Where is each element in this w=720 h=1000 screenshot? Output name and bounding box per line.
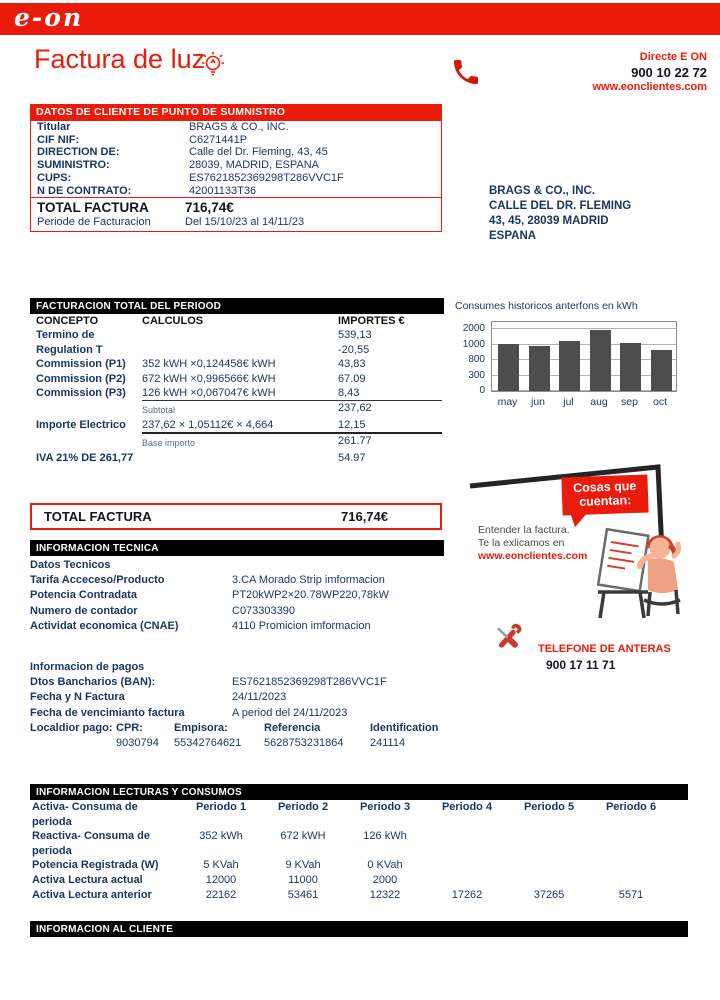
cell: 17262 [451,888,483,901]
cell: 11000 [288,873,318,886]
calculo-cell: 352 kWH ×0,124458€ kWH [142,358,276,371]
table-row [30,888,688,903]
chart-gridline [492,344,676,345]
client-info-header: INFORMACION AL CLIENTE [30,921,688,937]
address-line: ESPANA [489,230,537,242]
cell: 12000 [205,873,237,886]
locator-value: 5628753231864 [264,737,344,750]
cell [590,829,672,858]
locator-col: CPR: [116,721,143,734]
table-row [30,451,444,465]
locator-values [116,736,460,751]
importe-cell: -20,55 [338,343,370,356]
concepto-cell: Commission (P3) [36,387,126,400]
cell [508,858,590,873]
field-label: Fecha y N Factura [30,691,125,704]
field-value: 3.CA Morado Strip imformacion [232,574,385,587]
field-label: Numero de contador [30,604,138,617]
consumption-chart-plot [491,321,677,392]
cell [426,829,508,858]
speech-bubble: Cosas que cuentan: [561,475,648,516]
promo-text [478,524,587,563]
technical-section [30,540,460,751]
locator-col: Identification [370,721,439,734]
address-line: BRAGS & CO., INC. [489,185,596,197]
table-row [31,134,441,147]
concepto-cell: Regulation T [36,343,103,356]
chart-bar [590,330,611,391]
technical-section-header: INFORMACION TECNICA [30,540,444,556]
cell: 352 kWh [199,830,243,843]
locator-table [116,721,460,751]
col-concepto: CONCEPTO [36,315,99,327]
address-line: 43, 45, 28039 MADRID [489,215,609,227]
page-title: Factura de luz [34,44,206,74]
field-value: ES7621852369298T286VVC1F [189,171,344,184]
tools-icon [490,620,526,661]
table-row-base [30,432,444,450]
x-tick-label: jul [563,396,574,408]
field-label: CUPS: [37,171,72,184]
chart-bar [498,344,519,391]
base-value: 261.77 [338,432,442,450]
total-row [37,200,435,215]
field-value: PT20kWP2×20.78WP220,78kW [232,589,389,602]
chart-gridline [492,390,676,391]
row-label: Potencia Registrada (W) [32,859,159,872]
field-label: N DE CONTRATO: [37,184,132,197]
cell [590,873,672,888]
cell [426,873,508,888]
table-row [30,372,444,386]
chart-x-axis [491,396,681,410]
table-row [30,343,444,357]
cell: Periodo 1 [195,801,247,813]
col-calculos: CALCULOS [142,315,204,327]
table-row [30,858,688,873]
base-label: Base importo [142,432,338,450]
table-row [30,690,460,705]
x-tick-label: sep [621,396,638,408]
concepto-cell [36,400,142,417]
importe-cell: 12,15 [338,418,366,431]
field-value: BRAGS & CO., INC. [189,121,289,133]
y-tick-label: 2000 [462,323,485,334]
customer-table [30,120,442,198]
cell: 53461 [287,888,319,901]
billing-period-row [37,216,435,228]
field-value: C073303390 [232,604,296,617]
table-row [31,172,441,185]
mailing-address [489,184,631,244]
cell [508,829,590,858]
calculo-cell: 672 kWH ×0,996566€ kWH [142,372,276,385]
table-row [31,121,441,134]
x-tick-label: jun [530,396,545,408]
y-tick-label: 0 [479,385,485,396]
promo-line: Te la exlicamos en [478,537,565,549]
locator-value: 55342764621 [174,737,242,750]
concepto-cell: IVA 21% DE 261,77 [36,451,134,464]
row-label: Activa Lectura actual [32,873,143,886]
chart-y-axis [455,320,487,396]
grand-total-value: 716,74€ [341,509,388,524]
total-value: 716,74€ [185,200,234,216]
field-value: 24/11/2023 [232,691,287,704]
billing-column-headers [30,314,444,328]
table-row [30,800,688,829]
x-tick-label: oct [652,396,667,408]
eon-logo: e-on [14,3,84,32]
readings-section [30,784,688,902]
table-row [31,185,441,198]
field-value: 42001133T36 [189,184,257,197]
promo-website: www.eonclientes.com [478,550,588,562]
cell [590,858,672,873]
promo-line: Entender la factura. [478,524,570,536]
cell: 5571 [618,888,644,901]
table-row-subtotal [30,400,444,417]
importe-cell: 539,13 [338,329,372,342]
field-label: Fecha de vencimianto factura [30,706,185,719]
field-value: 28039, MADRID, ESPANA [189,159,320,172]
customer-section-header: DATOS DE CLIENTE DE PUNTO DE SUMNISTRO [30,104,442,120]
locator-col: Empisora: [174,721,228,734]
y-tick-label: 800 [468,354,485,365]
period-label: Periode de Facturacion [37,216,151,229]
locator-label: Localdior pago: [30,721,113,734]
lightbulb-icon [200,50,226,85]
contact-phone: 900 10 22 72 [631,65,707,80]
client-info-section [30,921,688,937]
table-row [30,829,688,858]
calculo-cell [142,343,338,357]
locator-value: 241114 [370,737,406,750]
field-label: Tarifa Acceceso/Producto [30,574,165,587]
importe-cell: 43,83 [338,358,366,371]
field-value: A period del 24/11/2023 [232,706,348,719]
support-phone-label: TELEFONE DE ANTERAS [538,643,671,655]
importe-cell: 8,43 [338,387,360,400]
cell: 5 KVah [203,859,239,872]
chart-bar [651,350,672,391]
table-row [31,146,441,159]
table-row [30,357,444,371]
phone-icon [450,56,482,93]
field-value: 4110 Promicion imformacion [232,619,371,632]
grand-total-label: TOTAL FACTURA [44,509,152,524]
payments-subheader: Informacion de pagos [30,661,145,674]
field-label: CIF NIF: [37,133,80,146]
concepto-cell: Importe Electrico [36,418,126,431]
importe-cell: 67.09 [338,372,366,385]
y-tick-label: 300 [468,369,485,381]
cell: Periodo 2 [277,801,329,813]
cell: Periodo 6 [605,801,657,813]
billing-section [30,298,444,465]
cell: 37265 [533,888,565,901]
table-row [30,573,460,588]
subtotal-value: 237,62 [338,400,442,417]
row-label: Activa Lectura anterior [32,888,152,901]
calculo-cell [142,451,338,465]
field-value: ES7621852369298T286VVC1F [232,676,387,689]
cell [508,873,590,888]
cell: 126 kWh [363,830,407,843]
field-label: SUMINISTRO: [37,159,110,172]
cell: 12322 [369,888,401,901]
total-label: TOTAL FACTURA [37,200,149,216]
table-row [30,873,688,888]
cell: 672 kWH [280,830,326,843]
calculo-cell: 237,62 × 1,05112€ × 4,664 [142,418,274,431]
row-label: Activa- Consuma de perioda [32,801,138,828]
row-label: Reactiva- Consuma de perioda [32,830,150,857]
readings-section-header: INFORMACION LECTURAS Y CONSUMOS [30,784,688,800]
cell: Periodo 4 [441,801,493,813]
table-row [30,588,460,603]
x-tick-label: aug [590,396,608,408]
table-row [30,418,444,432]
table-row [30,386,444,400]
locator-value: 9030794 [116,737,159,750]
chart-gridline [492,375,676,376]
chart-title: Consumes historicos anterfons en kWh [455,300,638,312]
payment-locator-row [30,721,460,751]
contact-label: Directe E ON [639,51,707,63]
table-row [30,675,460,690]
table-row [30,604,460,619]
field-label: Potencia Contradata [30,589,137,602]
field-label: DIRECTION DE: [37,146,120,159]
calculo-cell: 126 kWH ×0,067047€ kWH [142,387,276,400]
locator-col: Referencia [264,721,321,734]
total-summary-box [30,197,442,232]
field-value: Calle del Dr. Fleming, 43, 45 [189,146,328,159]
concepto-cell: Commission (P1) [36,358,126,371]
table-row [30,706,460,721]
contact-block [592,50,707,95]
cell: 2000 [372,873,398,886]
subtotal-label: Subtotal [142,400,338,417]
technical-subheader: Datos Tecnicos [30,559,111,571]
brand-bar [0,3,720,35]
cell: 9 KVah [285,859,321,872]
cell [426,858,508,873]
importe-cell: 54.97 [338,451,366,464]
chart-gridline [492,359,676,360]
cell: Periodo 3 [359,801,411,813]
concepto-cell: Commission (P2) [36,372,126,385]
promo-illustration [450,452,695,624]
period-value: Del 15/10/23 al 14/11/23 [185,216,305,229]
chart-bar [529,346,550,391]
support-phone-number: 900 17 11 71 [546,658,616,672]
address-line: CALLE DEL DR. FLEMING [489,200,632,212]
cell: 22162 [205,888,237,901]
grand-total-box [30,503,442,530]
y-tick-label: 1000 [462,338,485,350]
concepto-cell [36,432,142,450]
consumption-chart [455,320,687,416]
col-importes: IMPORTES € [338,315,405,327]
x-tick-label: may [497,396,518,408]
billing-section-header: FACTURACION TOTAL DEL PERIOOD [30,298,444,314]
cell: Periodo 5 [523,801,575,813]
chart-bar [559,341,580,391]
field-label: Dtos Bancharios (BAN): [30,676,156,689]
customer-section [30,104,442,232]
table-row [30,619,460,634]
field-label: Titular [37,121,71,133]
field-value: C6271441P [189,133,248,146]
concepto-cell: Termino de [36,329,95,342]
chart-bar [620,343,641,391]
calculo-cell [142,328,338,342]
table-row [30,328,444,342]
table-row [31,159,441,172]
locator-column-headers [116,721,460,736]
contact-website: www.eonclientes.com [592,81,707,93]
cell: 0 KVah [367,859,403,872]
field-label: Actividat economica (CNAE) [30,619,179,632]
chart-gridline [492,328,676,329]
